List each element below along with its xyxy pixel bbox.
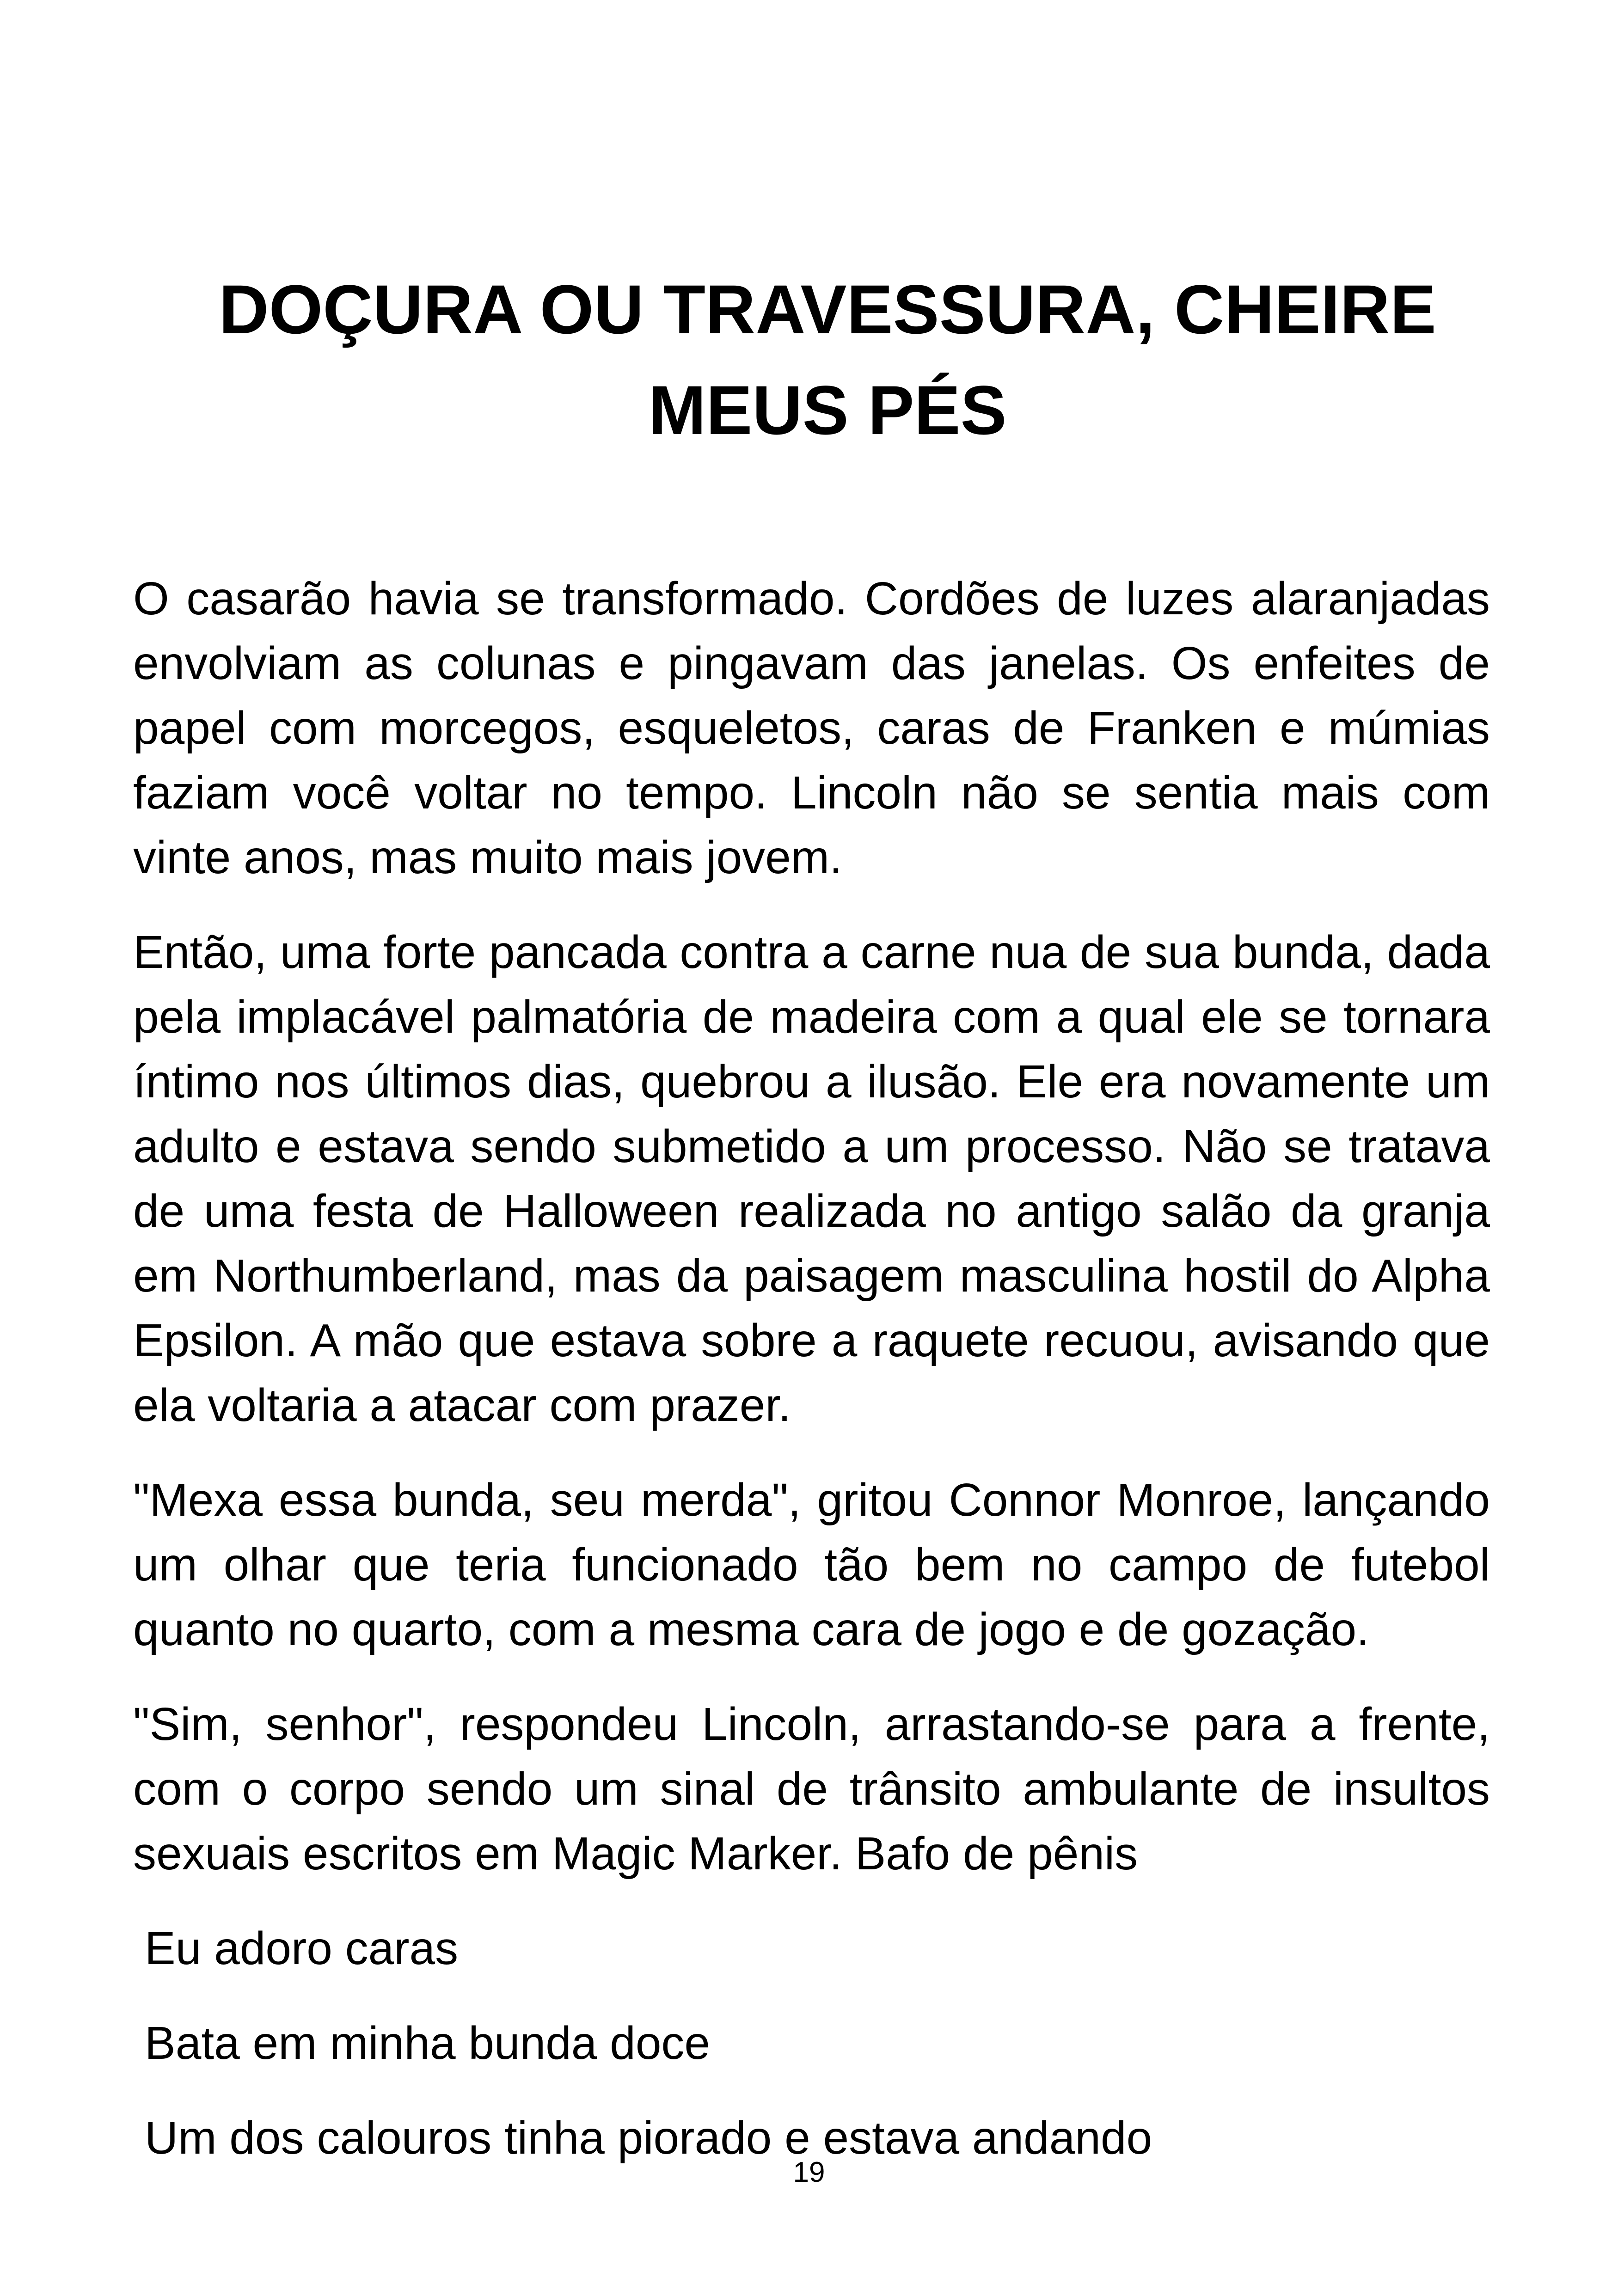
- paragraph-3: "Mexa essa bunda, seu merda", gritou Connor Monroe, lançando um olhar que teria funcionado tão bem no campo de futebol quanto no quarto, com a mesma cara de jogo e de gozação.: [133, 1474, 1490, 1655]
- body-text: [133, 566, 1490, 2200]
- text-line-2: Bata em minha bunda doce: [145, 2017, 711, 2069]
- chapter-title: [139, 259, 1516, 460]
- paragraph-4: "Sim, senhor", respondeu Lincoln, arrastando-se para a frente, com o corpo sendo um sinal de trânsito ambulante de insultos sexuais escritos em Magic Marker. Bafo de pênis: [133, 1698, 1490, 1880]
- chapter-title-line-2: MEUS PÉS: [648, 371, 1007, 449]
- text-line-1: Eu adoro caras: [145, 1923, 459, 1974]
- text-line-3: Um dos calouros tinha piorado e estava andando: [145, 2112, 1152, 2164]
- chapter-title-line-1: DOÇURA OU TRAVESSURA, CHEIRE: [219, 270, 1436, 348]
- paragraph-2: Então, uma forte pancada contra a carne nua de sua bunda, dada pela implacável palmatória de madeira com a qual ele se tornara íntimo nos últimos dias, quebrou a ilusão. Ele era novamente um adulto e estava sendo submetido a um processo. Não se tratava de uma festa de Halloween realizada no antigo salão da granja em Northumberland, mas da paisagem masculina hostil do Alpha Epsilon. A mão que estava sobre a raquete recuou, avisando que ela voltaria a atacar com prazer.: [133, 926, 1490, 1431]
- page-number: 19: [793, 2156, 825, 2188]
- paragraph-1: O casarão havia se transformado. Cordões de luzes alaranjadas envolviam as colunas e pingavam das janelas. Os enfeites de papel com morcegos, esqueletos, caras de Franken e múmias faziam você voltar no tempo. Lincoln não se sentia mais com vinte anos, mas muito mais jovem.: [133, 573, 1490, 883]
